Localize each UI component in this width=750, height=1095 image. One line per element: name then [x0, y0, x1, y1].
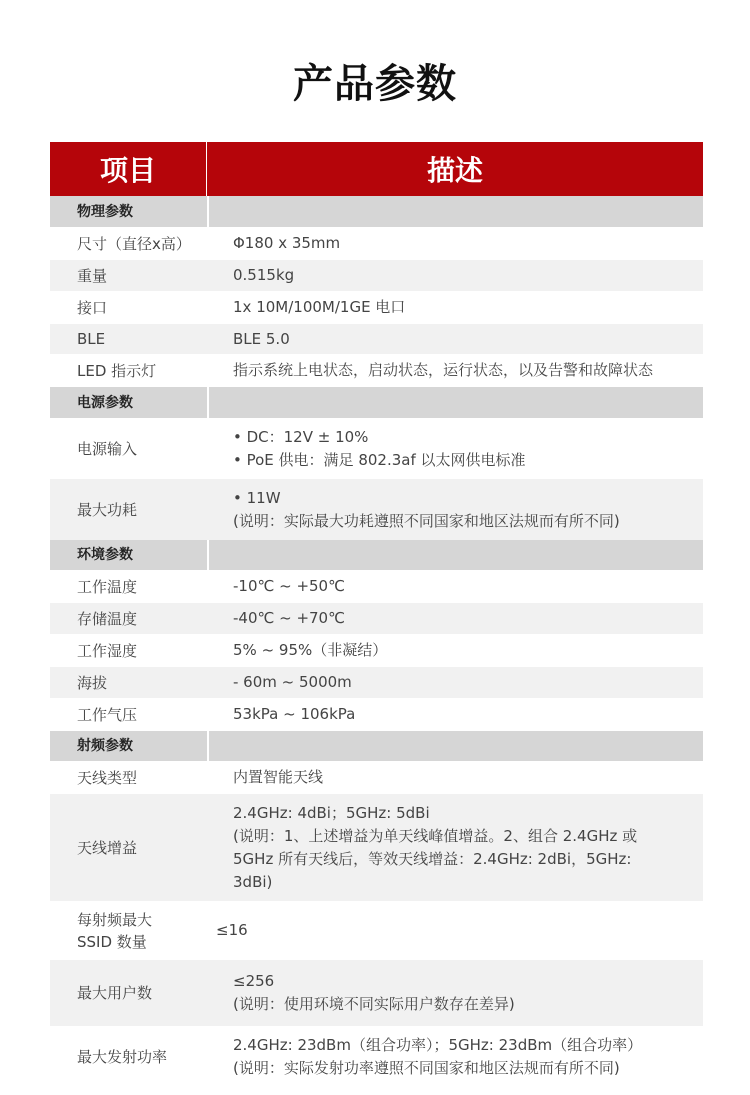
- section-row: [50, 731, 703, 761]
- description-line: 5% ~ 95%（非凝结）: [233, 641, 388, 659]
- table-row: [50, 667, 703, 698]
- description-line: Φ180 x 35mm: [233, 234, 341, 252]
- description-line: BLE 5.0: [233, 329, 290, 348]
- description-cell: [207, 196, 703, 227]
- description-cell: [207, 418, 703, 479]
- table-row: [50, 354, 703, 387]
- item-label: LED 指示灯: [77, 361, 157, 380]
- description-cell: [207, 1026, 703, 1088]
- description-cell: [207, 698, 703, 731]
- item-label: 工作气压: [77, 705, 138, 724]
- description-line: -10℃ ~ +50℃: [233, 577, 345, 595]
- item-label: 尺寸（直径x高）: [77, 234, 191, 253]
- description-cell: [207, 960, 703, 1026]
- item-label: 工作湿度: [77, 641, 138, 660]
- table-row: [50, 1026, 703, 1088]
- description-line: - 60m ~ 5000m: [233, 673, 352, 691]
- description-cell: [207, 324, 703, 354]
- table-row: [50, 418, 703, 479]
- description-cell: [207, 634, 703, 667]
- item-label: 重量: [77, 266, 108, 285]
- item-label: 电源输入: [77, 439, 138, 458]
- description-line: • DC：12V ± 10%: [233, 427, 369, 446]
- description-cell: [190, 901, 703, 960]
- description-cell: [207, 291, 703, 324]
- table-row: [50, 761, 703, 794]
- description-line: -40℃ ~ +70℃: [233, 609, 345, 627]
- description-cell: [207, 603, 703, 634]
- spec-table: [50, 142, 703, 1088]
- description-line: (说明：使用环境不同实际用户数存在差异): [233, 995, 515, 1013]
- description-line: • PoE 供电：满足 802.3af 以太网供电标准: [233, 450, 526, 469]
- table-row: [50, 603, 703, 634]
- header-item: 项目: [50, 142, 207, 196]
- description-line: 3dBi): [233, 872, 273, 891]
- item-label: 天线类型: [77, 768, 138, 787]
- table-row: [50, 634, 703, 667]
- item-label: BLE: [77, 330, 106, 348]
- description-cell: [207, 570, 703, 603]
- description-line: 指示系统上电状态，启动状态，运行状态，以及告警和故障状态: [233, 361, 654, 379]
- table-row: [50, 570, 703, 603]
- description-cell: [207, 731, 703, 761]
- description-cell: [207, 540, 703, 570]
- description-cell: [207, 794, 703, 901]
- item-label: 最大发射功率: [77, 1048, 168, 1066]
- description-cell: [207, 260, 703, 291]
- description-cell: [207, 667, 703, 698]
- page-title: 产品参数: [293, 61, 457, 107]
- table-row: [50, 960, 703, 1026]
- table-body: [50, 196, 703, 1088]
- table-row: [50, 227, 703, 260]
- item-label: 海拔: [77, 673, 108, 692]
- description-line: 2.4GHz: 4dBi；5GHz: 5dBi: [233, 803, 430, 822]
- item-label: 工作温度: [77, 577, 138, 596]
- table-row: [50, 794, 703, 901]
- header-description: 描述: [426, 154, 483, 187]
- item-label: 最大功耗: [77, 500, 138, 519]
- description-line: 1x 10M/100M/1GE 电口: [233, 298, 406, 316]
- description-cell: [207, 387, 703, 418]
- item-label: 每射频最大 SSID 数量: [77, 910, 153, 951]
- section-row: [50, 196, 703, 227]
- description-cell: [207, 761, 703, 794]
- description-line: (说明：实际发射功率遵照不同国家和地区法规而有所不同): [233, 1059, 620, 1077]
- table-row: [50, 901, 703, 960]
- description-line: (说明：1、上述增益为单天线峰值增益。2、组合 2.4GHz 或: [233, 826, 638, 845]
- description-line: ≤256: [233, 972, 275, 990]
- description-line: 内置智能天线: [233, 768, 324, 786]
- section-row: [50, 387, 703, 418]
- table-row: [50, 698, 703, 731]
- item-label: 最大用户数: [77, 984, 153, 1002]
- table-header: [50, 142, 703, 196]
- section-label: 环境参数: [77, 547, 133, 563]
- description-line: (说明：实际最大功耗遵照不同国家和地区法规而有所不同): [233, 511, 620, 530]
- table-row: [50, 260, 703, 291]
- description-line: 0.515kg: [233, 266, 295, 284]
- section-label: 电源参数: [77, 394, 133, 411]
- description-cell: [207, 479, 703, 540]
- item-label: 天线增益: [77, 838, 138, 857]
- description-line: 53kPa ~ 106kPa: [233, 705, 356, 723]
- item-label: 存储温度: [77, 609, 138, 628]
- section-row: [50, 540, 703, 570]
- section-label: 物理参数: [77, 203, 133, 220]
- table-row: [50, 479, 703, 540]
- description-cell: [207, 354, 703, 387]
- description-line: 5GHz 所有天线后，等效天线增益：2.4GHz: 2dBi，5GHz:: [233, 849, 632, 868]
- table-row: [50, 291, 703, 324]
- description-line: ≤16: [216, 921, 248, 939]
- description-cell: [207, 227, 703, 260]
- section-label: 射频参数: [77, 738, 133, 754]
- description-line: 2.4GHz: 23dBm（组合功率）；5GHz: 23dBm（组合功率）: [233, 1036, 643, 1054]
- table-row: [50, 324, 703, 354]
- item-label: 接口: [77, 298, 108, 317]
- description-line: • 11W: [233, 488, 281, 507]
